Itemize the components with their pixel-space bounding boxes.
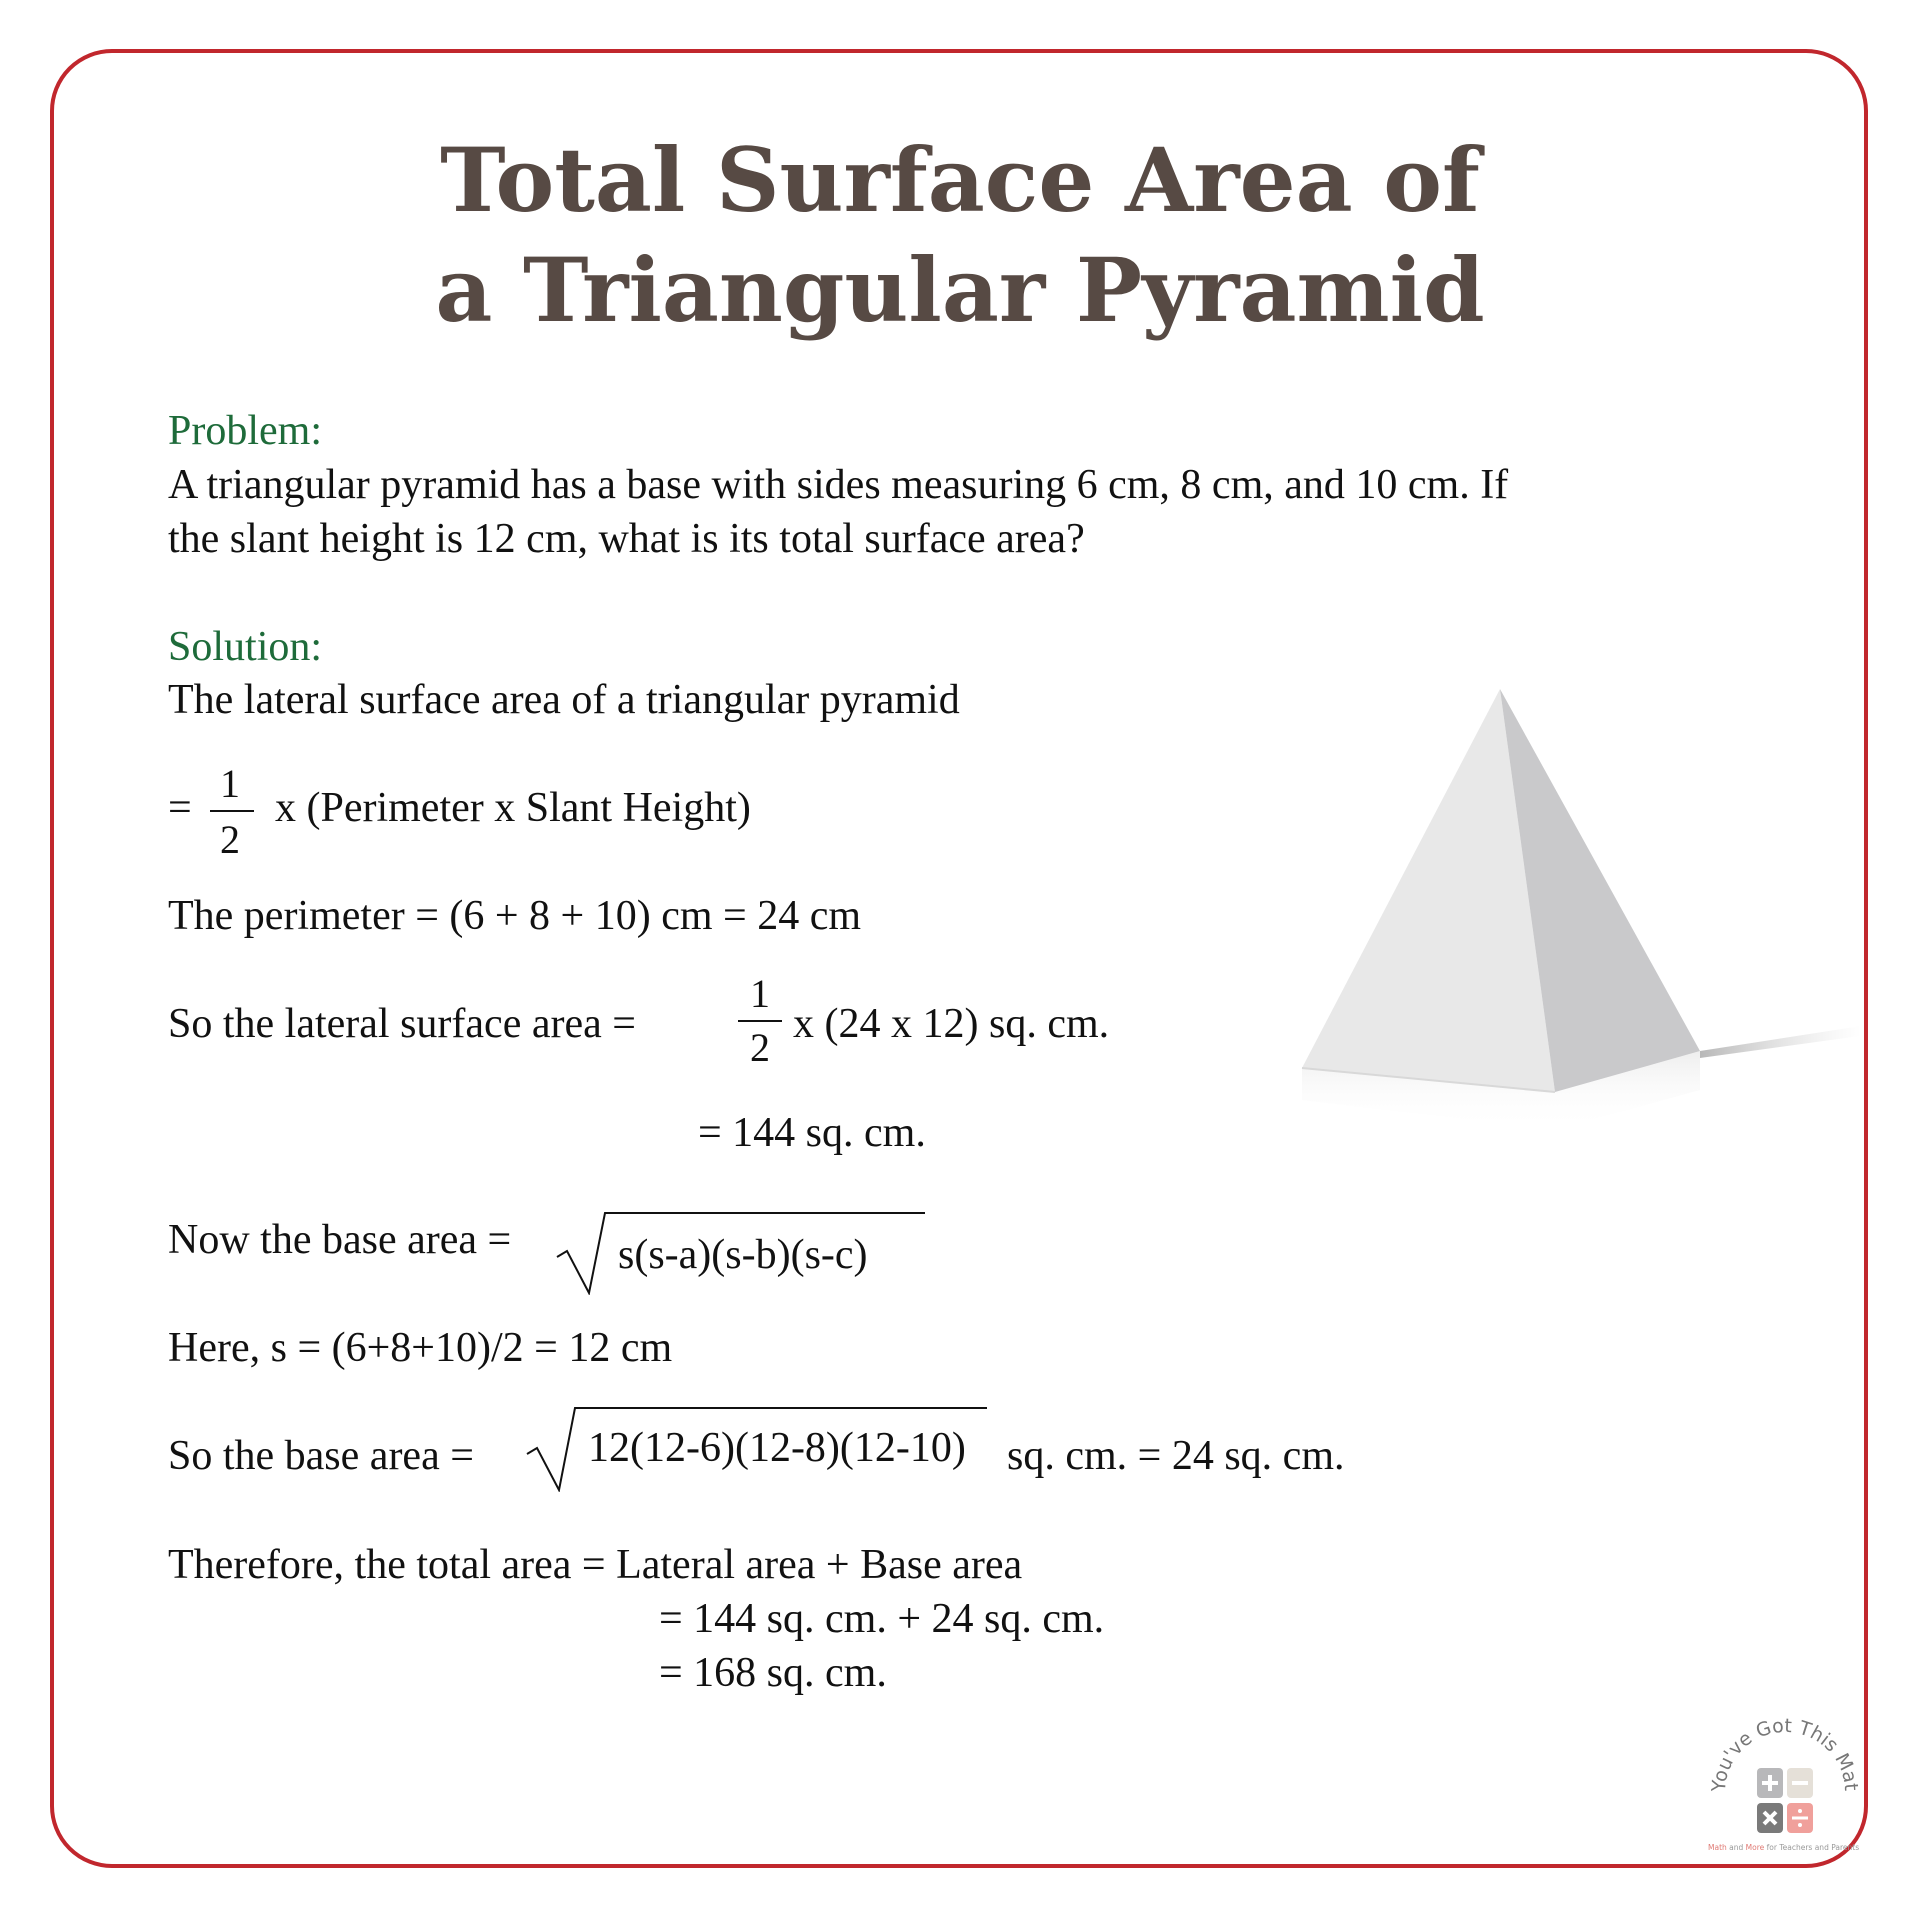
lateral-lhs: So the lateral surface area =: [168, 1001, 636, 1047]
semi-perimeter-line: Here, s = (6+8+10)/2 = 12 cm: [168, 1325, 673, 1371]
brand-logo: [1700, 1700, 1870, 1860]
total-line-1: Therefore, the total area = Lateral area + Base area: [168, 1542, 1023, 1588]
problem-text-2: the slant height is 12 cm, what is its total surface area?: [168, 516, 1085, 562]
title-line-2: a Triangular Pyramid: [435, 238, 1485, 342]
pyramid-illustration: [1280, 670, 1880, 1140]
base-area-lhs: Now the base area =: [168, 1217, 512, 1263]
base-area-calc-rhs: sq. cm. = 24 sq. cm.: [1007, 1433, 1345, 1479]
svg-text:You've Got This Math: You've Got This Mat: [1707, 1714, 1863, 1793]
problem-label: Problem:: [168, 408, 322, 454]
perimeter-line: The perimeter = (6 + 8 + 10) cm = 24 cm: [168, 893, 862, 939]
fraction-denominator: 2: [750, 1025, 770, 1070]
fraction-bar: [210, 810, 254, 812]
total-line-2: = 144 sq. cm. + 24 sq. cm.: [659, 1596, 1105, 1642]
base-area-calc-lhs: So the base area =: [168, 1433, 474, 1479]
fraction-bar: [738, 1020, 782, 1022]
formula-equals: =: [168, 785, 192, 831]
lateral-rhs: x (24 x 12) sq. cm.: [793, 1001, 1110, 1047]
fraction-numerator: 1: [750, 971, 770, 1016]
base-area-radicand: s(s-a)(s-b)(s-c): [618, 1232, 868, 1278]
total-line-3: = 168 sq. cm.: [659, 1650, 887, 1696]
lateral-result: = 144 sq. cm.: [698, 1110, 926, 1156]
base-area-calc-radicand: 12(12-6)(12-8)(12-10): [588, 1425, 966, 1471]
formula-rest: x (Perimeter x Slant Height): [275, 785, 751, 831]
problem-text-1: A triangular pyramid has a base with sides measuring 6 cm, 8 cm, and 10 cm. If: [168, 462, 1509, 508]
fraction-numerator: 1: [220, 761, 240, 806]
svg-text:Math and More for Teachers and: Math and More for Teachers and Parents: [1708, 1843, 1860, 1852]
solution-label: Solution:: [168, 624, 323, 670]
solution-intro: The lateral surface area of a triangular pyramid: [168, 677, 960, 723]
fraction-denominator: 2: [220, 817, 240, 862]
title-line-1: Total Surface Area of: [440, 128, 1480, 232]
